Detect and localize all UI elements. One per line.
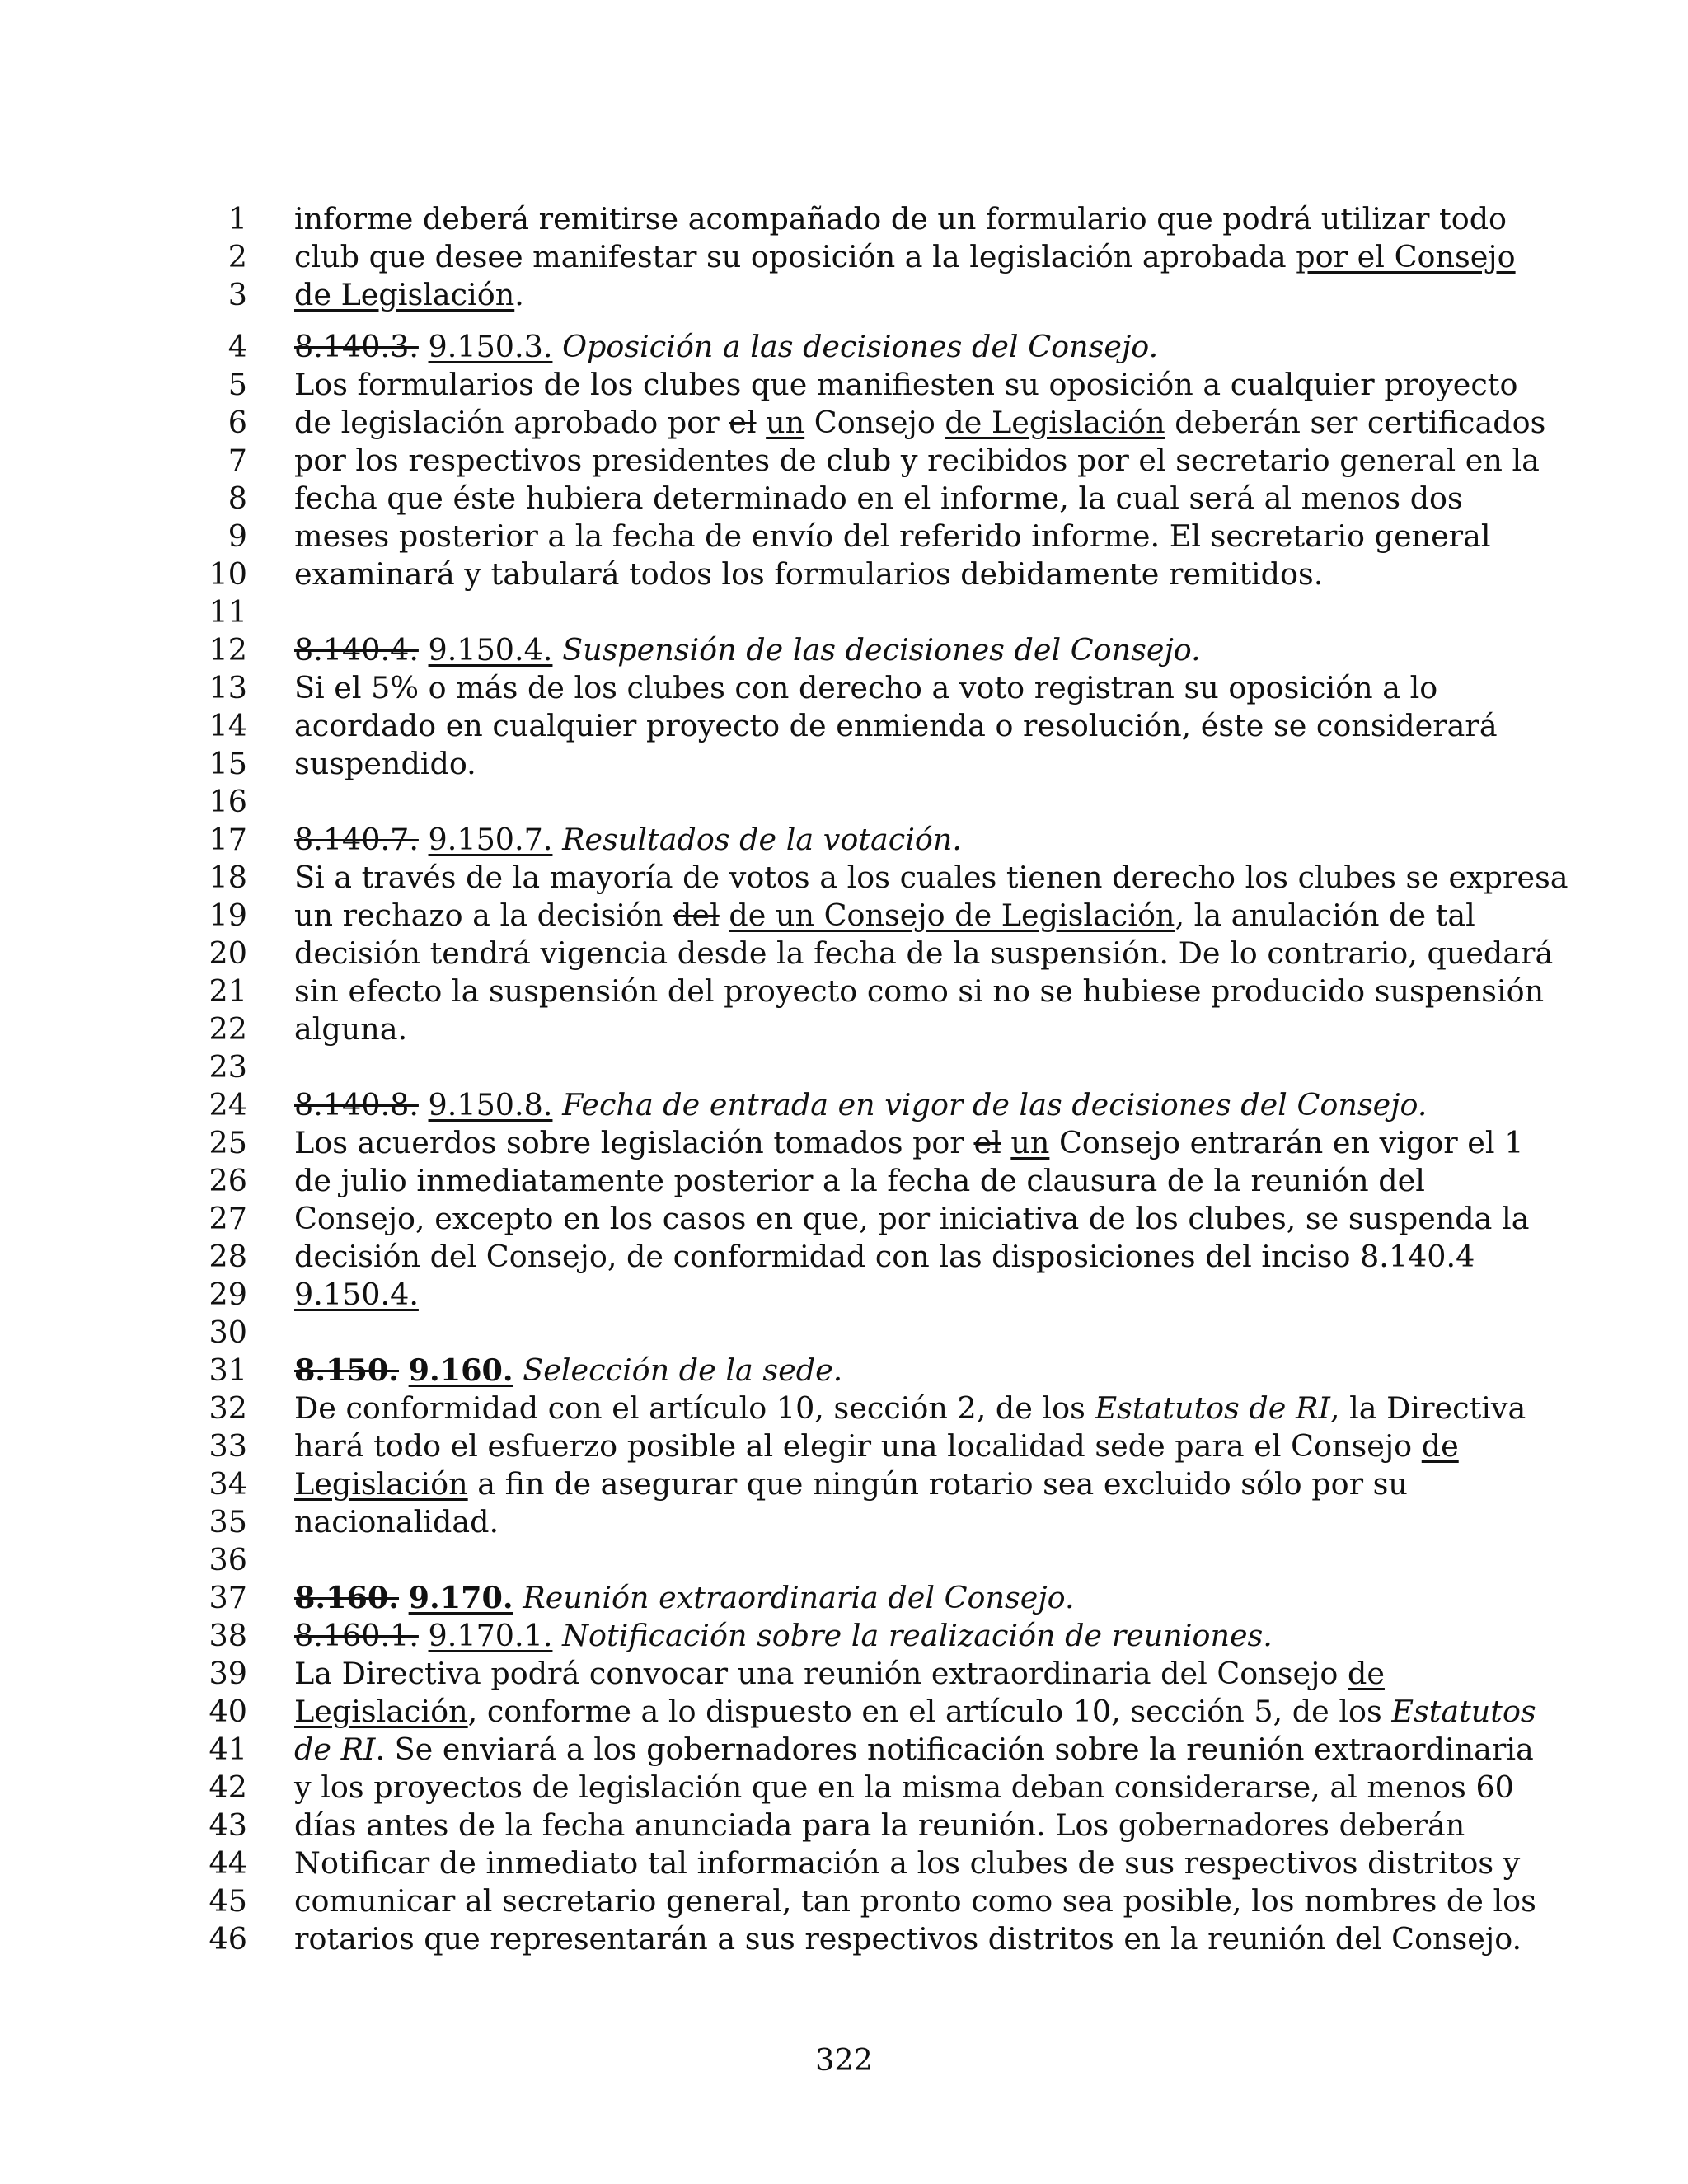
document-line	[0, 1390, 1688, 1427]
text-segment: 9.150.4.	[428, 632, 553, 668]
text-segment	[513, 1352, 523, 1388]
document-line	[0, 1125, 1688, 1161]
text-segment: por el Consejo	[1296, 239, 1516, 274]
text-segment: 8.140.7.	[294, 822, 419, 857]
document-line	[0, 935, 1688, 972]
text-segment: hará todo el esfuerzo posible al elegir una localidad sede para el Consejo	[294, 1428, 1422, 1464]
text-segment: un	[766, 405, 805, 440]
line-number: 31	[209, 1352, 247, 1388]
text-segment: Consejo, excepto en los casos en que, por iniciativa de los clubes, se suspenda la	[294, 1201, 1530, 1236]
text-segment: deberán ser certificados	[1165, 405, 1546, 440]
line-number: 16	[209, 784, 247, 819]
text-segment: Suspensión de las decisiones del Consejo.	[562, 632, 1201, 668]
line-text	[294, 670, 1437, 706]
document-line	[0, 1428, 1688, 1465]
text-segment: 9.150.4.	[294, 1277, 419, 1312]
line-text	[294, 239, 1516, 275]
text-segment: de un Consejo de Legislación	[729, 898, 1175, 933]
line-number: 40	[209, 1694, 247, 1729]
text-segment: De conformidad con el artículo 10, sección 2, de los	[294, 1390, 1095, 1426]
text-segment: Oposición a las decisiones del Consejo.	[562, 329, 1159, 364]
text-segment: nacionalidad.	[294, 1504, 499, 1540]
text-segment: 9.170.1.	[428, 1618, 553, 1653]
text-segment	[552, 1087, 562, 1122]
text-segment: Legislación	[294, 1466, 468, 1502]
line-number: 23	[209, 1049, 247, 1085]
line-number: 19	[209, 898, 247, 933]
line-number: 4	[227, 329, 247, 364]
text-segment: Consejo entrarán en vigor el 1	[1049, 1125, 1524, 1160]
line-number: 13	[209, 670, 247, 705]
line-number: 21	[209, 973, 247, 1009]
line-number: 34	[209, 1466, 247, 1502]
text-segment: por los respectivos presidentes de club y recibidos por el secretario general en la	[294, 443, 1540, 478]
line-text	[294, 1277, 419, 1313]
document-line	[0, 1466, 1688, 1502]
text-segment: de Legislación	[945, 405, 1165, 440]
text-segment: de Legislación	[294, 277, 515, 312]
text-segment	[399, 1352, 409, 1388]
document-line	[0, 1921, 1688, 1957]
line-number: 3	[227, 277, 247, 312]
line-number: 30	[209, 1315, 247, 1350]
document-line	[0, 239, 1688, 275]
text-segment	[552, 1618, 562, 1653]
text-segment	[399, 1580, 409, 1615]
document-line	[0, 594, 1688, 630]
document-line	[0, 405, 1688, 441]
document-line	[0, 1163, 1688, 1199]
text-segment: de	[1421, 1428, 1459, 1464]
line-number: 39	[209, 1656, 247, 1691]
text-segment: comunicar al secretario general, tan pronto como sea posible, los nombres de los	[294, 1883, 1536, 1919]
line-number: 28	[209, 1239, 247, 1274]
text-segment: , conforme a lo dispuesto en el artículo 10, sección 5, de los	[467, 1694, 1392, 1729]
text-segment	[419, 1087, 429, 1122]
text-segment: . Se enviará a los gobernadores notificación sobre la reunión extraordinaria	[375, 1732, 1534, 1767]
text-segment: La Directiva podrá convocar una reunión extraordinaria del Consejo	[294, 1656, 1348, 1691]
line-text	[294, 746, 476, 782]
document-line	[0, 822, 1688, 858]
text-segment: club que desee manifestar su oposición a la legislación aprobada	[294, 239, 1296, 274]
line-number: 35	[209, 1504, 247, 1540]
line-number: 24	[209, 1087, 247, 1122]
document-line	[0, 1239, 1688, 1275]
text-segment: meses posterior a la fecha de envío del referido informe. El secretario general	[294, 518, 1491, 554]
text-segment: de	[1348, 1656, 1385, 1691]
text-segment: Consejo	[804, 405, 945, 440]
line-number: 37	[209, 1580, 247, 1615]
text-segment: Si a través de la mayoría de votos a los cuales tienen derecho los clubes se expresa	[294, 860, 1568, 895]
line-text	[294, 1883, 1536, 1919]
text-segment: y los proyectos de legislación que en la misma deban considerarse, al menos 60	[294, 1769, 1514, 1805]
document-line	[0, 1769, 1688, 1806]
text-segment: 8.140.8.	[294, 1087, 419, 1122]
text-segment: Notificación sobre la realización de reuniones.	[562, 1618, 1273, 1653]
line-text	[294, 1732, 1534, 1768]
line-text	[294, 822, 962, 858]
line-text	[294, 1125, 1523, 1161]
line-number: 27	[209, 1201, 247, 1236]
line-text	[294, 1011, 407, 1047]
line-text	[294, 329, 1158, 365]
line-text	[294, 935, 1553, 972]
text-segment: un rechazo a la decisión	[294, 898, 673, 933]
text-segment: de julio inmediatamente posterior a la fecha de clausura de la reunión del	[294, 1163, 1425, 1198]
document-line	[0, 1011, 1688, 1047]
text-segment: , la Directiva	[1329, 1390, 1526, 1426]
document-line	[0, 898, 1688, 934]
line-number: 45	[209, 1883, 247, 1919]
line-text	[294, 1694, 1536, 1730]
text-segment: Estatutos	[1391, 1694, 1536, 1729]
document-line	[0, 1732, 1688, 1768]
line-number: 42	[209, 1769, 247, 1805]
text-segment: fecha que éste hubiera determinado en el informe, la cual será al menos dos	[294, 480, 1463, 516]
line-text	[294, 405, 1545, 441]
text-segment: .	[514, 277, 524, 312]
document-line	[0, 708, 1688, 744]
line-number: 1	[227, 201, 247, 237]
text-segment: Estatutos de RI	[1095, 1390, 1330, 1426]
text-segment	[757, 405, 767, 440]
line-number: 15	[209, 746, 247, 781]
line-number: 9	[227, 518, 247, 554]
text-segment: 8.160.	[294, 1580, 400, 1615]
line-number: 41	[209, 1732, 247, 1767]
line-text	[294, 1845, 1520, 1882]
line-text	[294, 556, 1323, 593]
text-segment: , la anulación de tal	[1175, 898, 1475, 933]
document-line	[0, 860, 1688, 896]
line-text	[294, 1087, 1427, 1123]
text-segment: Si el 5% o más de los clubes con derecho a voto registran su oposición a lo	[294, 670, 1438, 705]
line-number: 2	[227, 239, 247, 274]
document-line	[0, 329, 1688, 365]
line-text	[294, 518, 1491, 555]
document-line	[0, 1580, 1688, 1616]
line-number: 32	[209, 1390, 247, 1426]
text-segment: el	[729, 405, 757, 440]
text-segment	[419, 632, 429, 668]
line-number: 46	[209, 1921, 247, 1957]
text-segment: 8.140.4.	[294, 632, 419, 668]
line-text	[294, 1580, 1075, 1616]
line-text	[294, 443, 1540, 479]
line-number: 36	[209, 1542, 247, 1577]
document-line	[0, 1542, 1688, 1578]
line-number: 38	[209, 1618, 247, 1653]
document-line	[0, 556, 1688, 593]
text-segment: Los acuerdos sobre legislación tomados por	[294, 1125, 974, 1160]
line-number: 18	[209, 860, 247, 895]
line-text	[294, 1921, 1522, 1957]
document-line	[0, 1618, 1688, 1654]
text-segment: informe deberá remitirse acompañado de un formulario que podrá utilizar todo	[294, 201, 1507, 237]
document-line	[0, 1845, 1688, 1882]
text-segment: decisión tendrá vigencia desde la fecha de la suspensión. De lo contrario, quedará	[294, 935, 1554, 971]
line-text	[294, 1656, 1385, 1692]
line-number: 20	[209, 935, 247, 971]
line-number: 33	[209, 1428, 247, 1464]
text-segment: acordado en cualquier proyecto de enmienda o resolución, éste se considerará	[294, 708, 1498, 743]
line-text	[294, 367, 1517, 403]
document-line	[0, 1049, 1688, 1085]
line-text	[294, 1352, 842, 1389]
document-line	[0, 784, 1688, 820]
document-line	[0, 277, 1688, 313]
text-segment: decisión del Consejo, de conformidad con las disposiciones del inciso 8.140.4	[294, 1239, 1475, 1274]
document-line	[0, 518, 1688, 555]
document-line	[0, 670, 1688, 706]
document-line	[0, 1504, 1688, 1540]
document-line	[0, 1807, 1688, 1844]
document-line	[0, 1656, 1688, 1692]
text-segment: 9.150.3.	[428, 329, 553, 364]
line-text	[294, 480, 1463, 517]
line-text	[294, 632, 1201, 668]
text-segment: 8.160.1.	[294, 1618, 419, 1653]
text-segment: alguna.	[294, 1011, 408, 1047]
text-segment: 9.150.8.	[428, 1087, 553, 1122]
line-number: 7	[227, 443, 247, 478]
line-number: 5	[227, 367, 247, 402]
page-number: 322	[815, 2042, 873, 2078]
text-segment: un	[1010, 1125, 1050, 1160]
text-segment: examinará y tabulará todos los formularios debidamente remitidos.	[294, 556, 1324, 592]
text-segment: Legislación	[294, 1694, 468, 1729]
text-segment: días antes de la fecha anunciada para la reunión. Los gobernadores deberán	[294, 1807, 1465, 1843]
text-segment	[552, 632, 562, 668]
line-text	[294, 277, 524, 313]
text-segment: del	[673, 898, 720, 933]
document-line	[0, 443, 1688, 479]
line-text	[294, 1201, 1529, 1237]
text-segment: 9.160.	[408, 1352, 513, 1388]
text-segment	[552, 822, 562, 857]
text-segment: Los formularios de los clubes que manifiesten su oposición a cualquier proyecto	[294, 367, 1518, 402]
document-line	[0, 367, 1688, 403]
document-line	[0, 1883, 1688, 1919]
text-segment: Selección de la sede.	[523, 1352, 843, 1388]
text-segment	[419, 822, 429, 857]
line-text	[294, 1807, 1465, 1844]
line-number: 22	[209, 1011, 247, 1047]
document-line	[0, 973, 1688, 1010]
line-text	[294, 860, 1568, 896]
text-segment: Fecha de entrada en vigor de las decisiones del Consejo.	[562, 1087, 1428, 1122]
line-text	[294, 708, 1498, 744]
line-number: 8	[227, 480, 247, 516]
line-number: 11	[209, 594, 247, 630]
line-number: 43	[209, 1807, 247, 1843]
line-number: 14	[209, 708, 247, 743]
text-segment: Notificar de inmediato tal información a los clubes de sus respectivos distritos y	[294, 1845, 1521, 1881]
line-text	[294, 1390, 1526, 1427]
line-number: 25	[209, 1125, 247, 1160]
line-number: 17	[209, 822, 247, 857]
document-line	[0, 480, 1688, 517]
text-segment	[419, 329, 429, 364]
line-text	[294, 1163, 1425, 1199]
text-segment: de RI	[294, 1732, 376, 1767]
line-number: 6	[227, 405, 247, 440]
line-number: 29	[209, 1277, 247, 1312]
text-segment: el	[973, 1125, 1001, 1160]
document-line	[0, 632, 1688, 668]
text-segment	[720, 898, 729, 933]
text-segment: 8.150.	[294, 1352, 400, 1388]
document-line	[0, 201, 1688, 237]
text-segment: 9.170.	[408, 1580, 513, 1615]
text-segment: rotarios que representarán a sus respectivos distritos en la reunión del Consejo.	[294, 1921, 1522, 1957]
line-number: 44	[209, 1845, 247, 1881]
document-line	[0, 746, 1688, 782]
document-line	[0, 1277, 1688, 1313]
text-segment: Resultados de la votación.	[562, 822, 962, 857]
line-text	[294, 973, 1544, 1010]
text-segment: 8.140.3.	[294, 329, 419, 364]
line-number: 10	[209, 556, 247, 592]
document-line	[0, 1201, 1688, 1237]
document-line	[0, 1694, 1688, 1730]
line-text	[294, 1466, 1408, 1502]
text-segment: Reunión extraordinaria del Consejo.	[523, 1580, 1075, 1615]
line-number: 12	[209, 632, 247, 668]
line-text	[294, 1428, 1459, 1465]
line-text	[294, 1769, 1514, 1806]
text-segment	[552, 329, 562, 364]
line-text	[294, 1504, 499, 1540]
text-segment: a fin de asegurar que ningún rotario sea excluido sólo por su	[467, 1466, 1408, 1502]
document-line	[0, 1352, 1688, 1389]
line-text	[294, 1239, 1475, 1275]
text-segment: de legislación aprobado por	[294, 405, 729, 440]
text-segment: sin efecto la suspensión del proyecto como si no se hubiese producido suspensión	[294, 973, 1545, 1009]
line-text	[294, 1618, 1273, 1654]
text-segment: 9.150.7.	[428, 822, 553, 857]
text-segment	[1001, 1125, 1011, 1160]
text-segment	[513, 1580, 523, 1615]
text-segment	[419, 1618, 429, 1653]
document-line	[0, 1087, 1688, 1123]
line-number: 26	[209, 1163, 247, 1198]
document-line	[0, 1315, 1688, 1351]
line-text	[294, 898, 1475, 934]
text-segment: suspendido.	[294, 746, 476, 781]
line-text	[294, 201, 1507, 237]
